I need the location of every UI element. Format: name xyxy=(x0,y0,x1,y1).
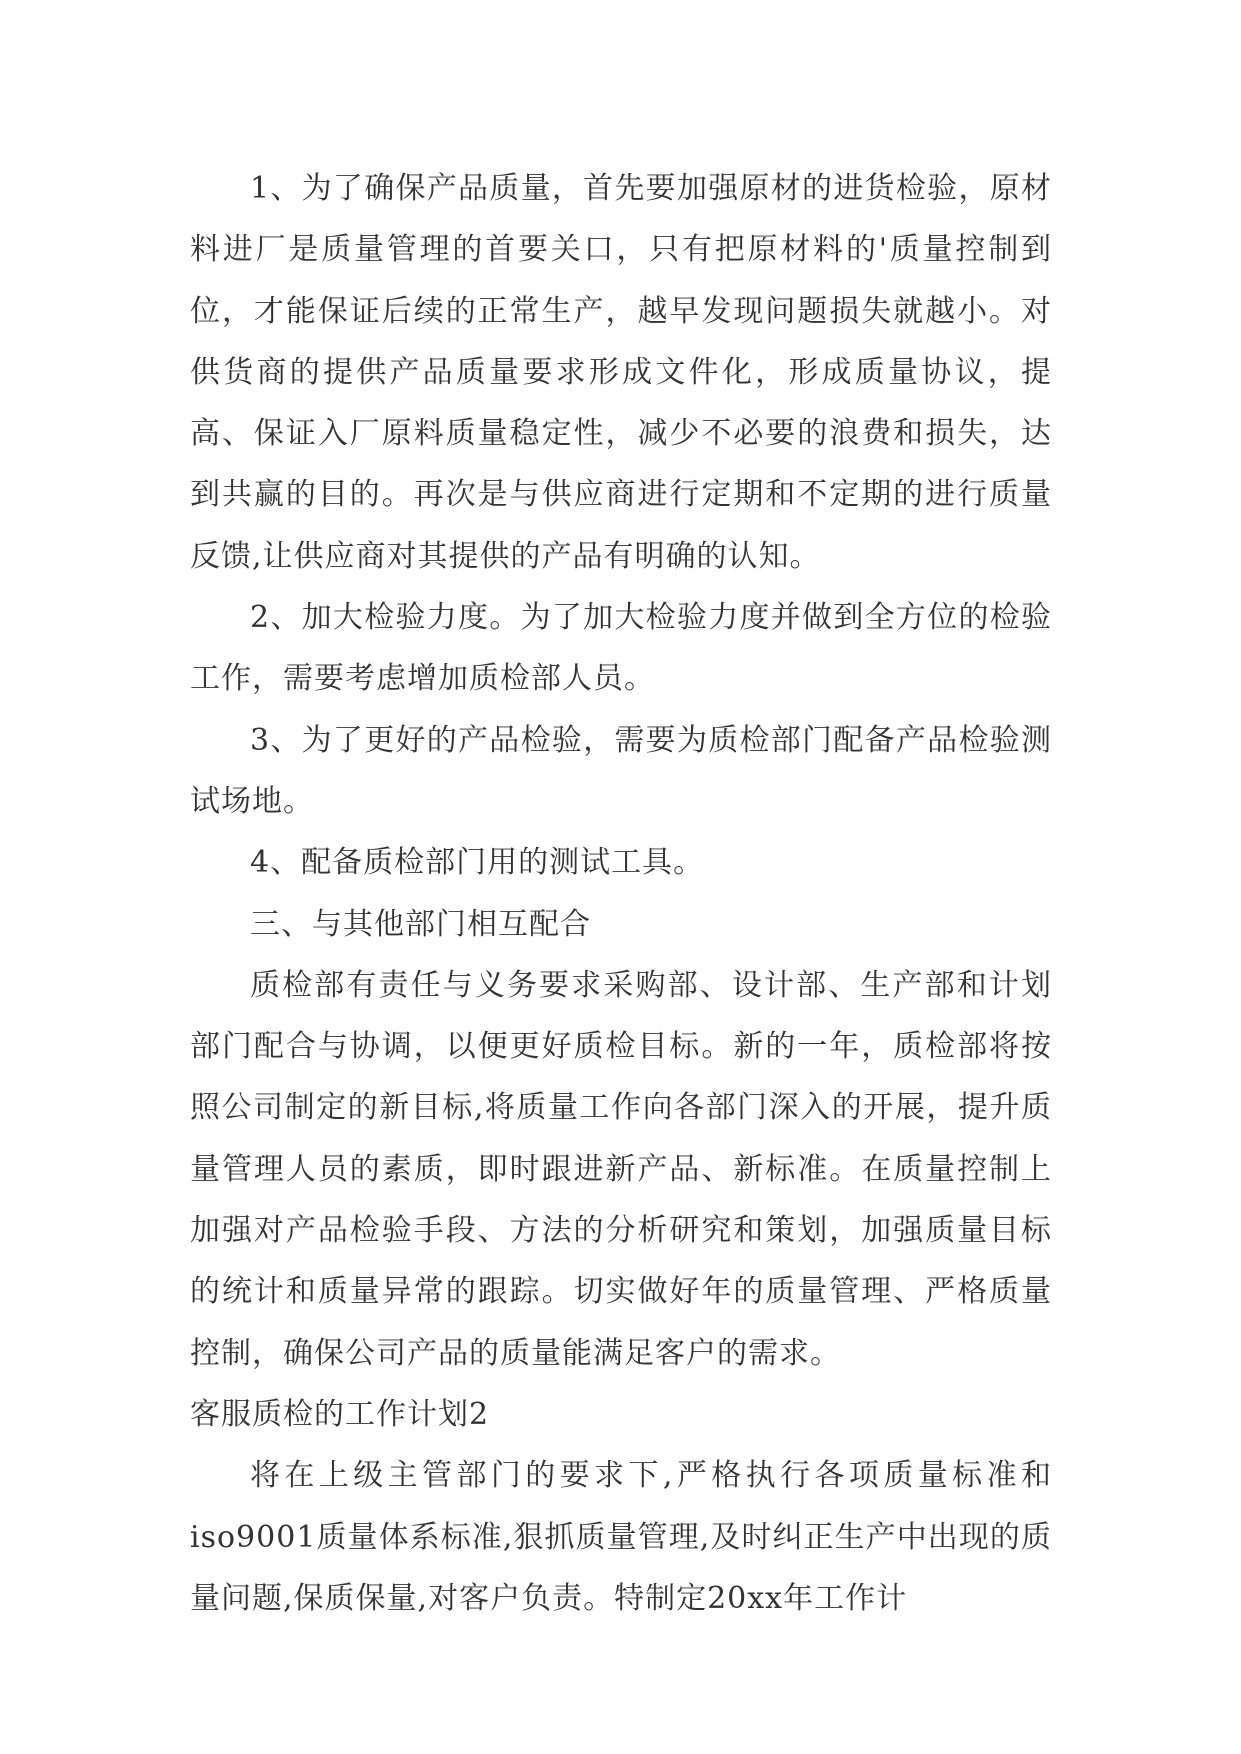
paragraph-raw-material-inspection: 1、为了确保产品质量，首先要加强原材的进货检验，原材料进厂是质量管理的首要关口，只有把原材料的'质量控制到位，才能保证后续的正常生产，越早发现问题损失就越小。对供货商的提供产品质量要求形成文件化，形成质量协议，提高、保证入厂原料质量稳定性，减少不必要的浪费和损失，达到共赢的目的。再次是与供应商进行定期和不定期的进行质量反馈,让供应商对其提供的产品有明确的认知。 xyxy=(190,171,1052,574)
paragraph-testing-tools: 4、配备质检部门用的测试工具。 xyxy=(250,845,705,881)
paragraph-inspection-intensity: 2、加大检验力度。为了加大检验力度并做到全方位的检验工作，需要考虑增加质检部人员。 xyxy=(190,600,1052,697)
paragraph-department-cooperation: 质检部有责任与义务要求采购部、设计部、生产部和计划部门配合与协调，以便更好质检目标。新的一年，质检部将按照公司制定的新目标,将质量工作向各部门深入的开展，提升质量管理人员的素质，即时跟进新产品、新标准。在质量控制上加强对产品检验手段、方法的分析研究和策划，加强质量目标的统计和质量异常的跟踪。切实做好年的质量管理、严格质量控制，确保公司产品的质量能满足客户的需求。 xyxy=(190,967,1052,1371)
paragraph-testing-site: 3、为了更好的产品检验，需要为质检部门配备产品检验测试场地。 xyxy=(190,722,1052,819)
paragraph-quality-standards: 将在上级主管部门的要求下,严格执行各项质量标准和iso9001质量体系标准,狠抓质量管理,及时纠正生产中出现的质量问题,保质保量,对客户负责。特制定20xx年工作计 xyxy=(190,1458,1052,1616)
document-title-plan-2: 客服质检的工作计划2 xyxy=(190,1396,490,1432)
document-body xyxy=(190,158,1052,1629)
section-heading-cooperation: 三、与其他部门相互配合 xyxy=(250,906,591,942)
